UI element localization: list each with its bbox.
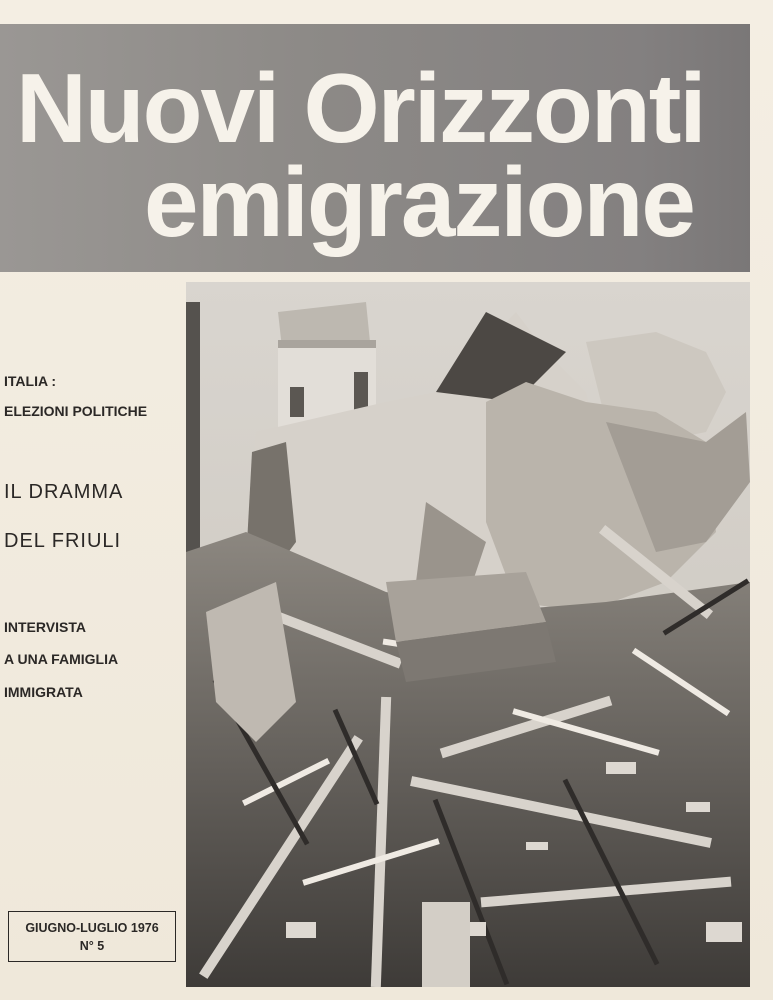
headline-elezioni: ELEZIONI POLITICHE	[4, 403, 148, 419]
magazine-title-line1: Nuovi Orizzonti	[16, 53, 705, 163]
headline-famiglia: A UNA FAMIGLIA	[4, 651, 119, 667]
masthead	[0, 24, 750, 272]
magazine-title-line2: emigrazione	[144, 147, 694, 257]
headline-intervista: INTERVISTA	[4, 619, 86, 635]
headline-friuli: DEL FRIULI	[4, 530, 122, 552]
issue-number: N° 5	[79, 939, 105, 953]
issue-date: GIUGNO-LUGLIO 1976	[25, 921, 159, 935]
headline-dramma: IL DRAMMA	[4, 481, 124, 503]
cover-photo-earthquake-ruins	[186, 282, 750, 987]
headline-immigrata: IMMIGRATA	[4, 684, 83, 700]
headline-italia: ITALIA :	[4, 373, 57, 389]
issue-info-box	[8, 911, 176, 962]
